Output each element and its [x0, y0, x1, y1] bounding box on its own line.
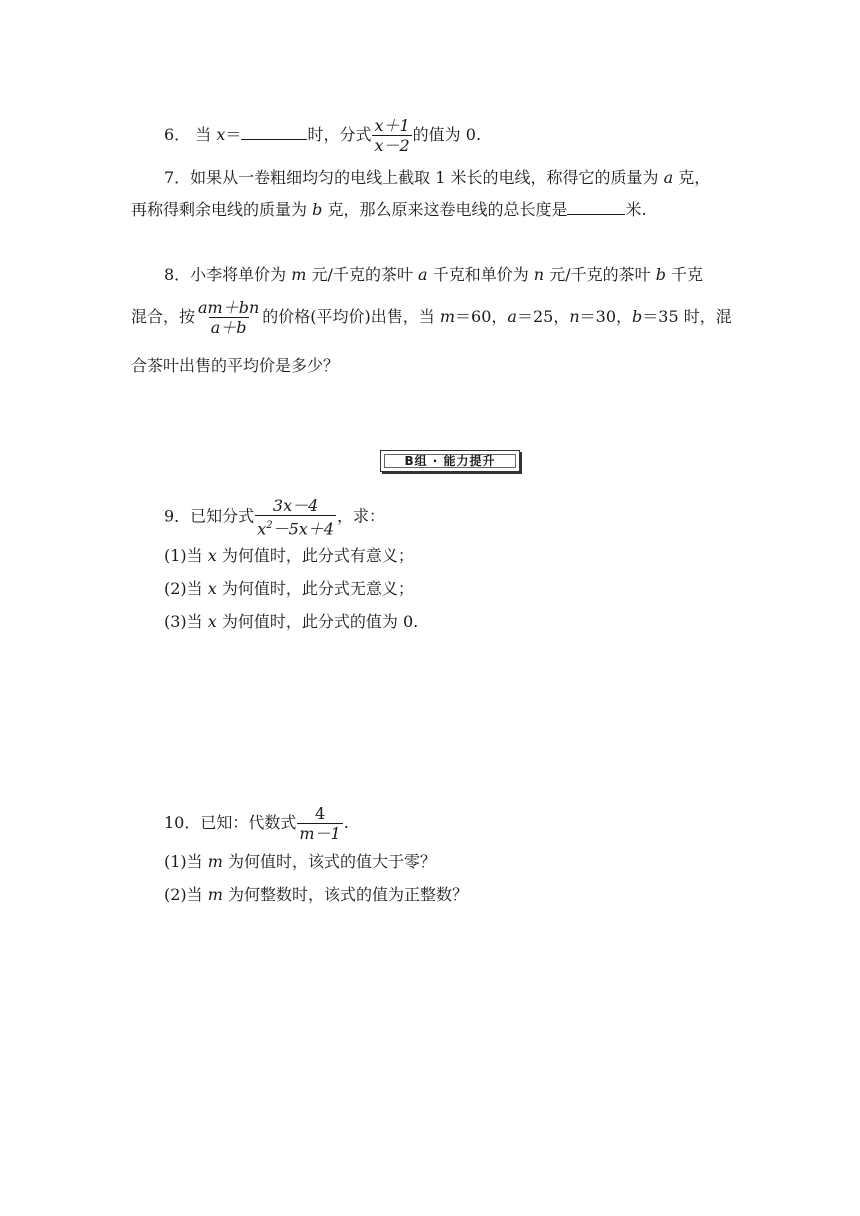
q10-fraction [297, 804, 342, 843]
q8-var-a: a [418, 265, 428, 284]
q7-line1-end: 克， [678, 168, 711, 187]
q9-den-exponent: 2 [266, 520, 273, 531]
q8-var-m: m [291, 265, 307, 284]
q7-line2-start: 再称得剩余电线的质量为 [131, 200, 308, 219]
q7-line1: 7．如果从一卷粗细均匀的电线上截取 1 米长的电线，称得它的质量为 [164, 168, 659, 187]
q10-part-pre: (2)当 [164, 885, 203, 904]
q8-cond-value: ＝35 时，混 [642, 307, 732, 326]
q9-frac-denominator [255, 515, 336, 538]
section-badge-label: B组 · 能力提升 [404, 454, 496, 468]
q7-var-a: a [663, 168, 674, 187]
q9-part-var: x [207, 546, 217, 565]
q9-part-pre: (1)当 [164, 546, 203, 565]
q6-prefix: 当 [195, 125, 212, 144]
q9-part-var: x [207, 612, 217, 631]
q8-text: 千克和单价为 [432, 265, 529, 284]
q6-fraction [372, 116, 411, 155]
q6-frac-numerator: x＋1 [374, 116, 410, 135]
q8-cond-value: ＝30， [579, 307, 633, 326]
q8-text: 8．小李将单价为 [164, 265, 287, 284]
q8-var-n: n [533, 265, 545, 284]
q10-part-1 [164, 852, 436, 872]
q7-answer-blank[interactable] [567, 198, 625, 215]
q6-suffix: 的值为 0. [412, 125, 482, 144]
question-7-line-2 [131, 198, 647, 220]
q8-cond-var: b [632, 307, 643, 326]
section-badge [380, 450, 520, 472]
q8-text: 元/千克的茶叶 [549, 265, 651, 284]
q10-intro-end: . [343, 813, 349, 832]
q10-part-var: m [207, 885, 223, 904]
question-9 [164, 496, 385, 538]
q6-answer-blank[interactable] [241, 123, 307, 140]
q10-frac-denominator: m－1 [299, 824, 341, 843]
q10-part-post: 为何值时，该式的值大于零？ [228, 852, 437, 871]
q9-fraction [255, 496, 336, 538]
question-8-line-1 [164, 265, 703, 285]
q10-part-var: m [207, 852, 223, 871]
q9-den-x: x [257, 519, 267, 539]
q8-cond-var: a [507, 307, 517, 326]
q6-after-blank: 时，分式 [307, 125, 372, 144]
q9-part-3 [164, 612, 418, 632]
q9-part-1 [164, 546, 414, 566]
q9-part-var: x [207, 579, 217, 598]
question-10 [164, 804, 349, 843]
q7-var-b: b [312, 200, 323, 219]
q9-part-pre: (2)当 [164, 579, 203, 598]
q9-part-pre: (3)当 [164, 612, 203, 631]
q9-part-post: 为何值时，此分式无意义； [221, 579, 414, 598]
question-8-line-2 [131, 298, 732, 337]
q10-part-2 [164, 885, 468, 905]
q8-var-b: b [655, 265, 666, 284]
q7-line2-end: 米. [625, 200, 647, 219]
q8-text: 混合，按 [131, 307, 196, 326]
question-6 [164, 116, 481, 155]
q6-number: 6． [164, 125, 191, 144]
q10-frac-numerator: 4 [314, 804, 326, 823]
q9-frac-numerator: 3x－4 [272, 496, 319, 515]
q7-line2-mid: 克，那么原来这卷电线的总长度是 [327, 200, 568, 219]
q10-part-post: 为何整数时，该式的值为正整数？ [228, 885, 469, 904]
question-7-line-1 [164, 168, 710, 188]
q6-var: x [216, 125, 226, 144]
q8-text: 千克 [671, 265, 704, 284]
q9-intro-end: ，求： [336, 506, 385, 526]
q8-text: 的价格(平均价)出售，当 [262, 307, 435, 326]
q9-part-post: 为何值时，此分式有意义； [221, 546, 414, 565]
q8-cond-var: m [439, 307, 456, 326]
q8-text: 元/千克的茶叶 [311, 265, 413, 284]
q9-den-rest: －5x＋4 [272, 519, 334, 539]
q6-frac-denominator: x－2 [374, 136, 410, 155]
q9-intro: 9．已知分式 [164, 506, 255, 526]
q8-cond-value: ＝25， [516, 307, 570, 326]
q8-text: 合茶叶出售的平均价是多少？ [131, 356, 340, 375]
q10-intro: 10．已知：代数式 [164, 813, 297, 832]
q8-cond-var: n [569, 307, 580, 326]
q8-frac-denominator: a＋b [210, 318, 247, 337]
q10-part-pre: (1)当 [164, 852, 203, 871]
q6-equals: ＝ [225, 125, 242, 144]
question-8-line-3 [131, 356, 339, 376]
q8-cond-value: ＝60， [455, 307, 508, 326]
q9-part-2 [164, 579, 414, 599]
q9-part-post: 为何值时，此分式的值为 0. [221, 612, 419, 631]
q8-frac-numerator: am＋bn [198, 298, 260, 317]
q8-fraction [196, 298, 261, 337]
